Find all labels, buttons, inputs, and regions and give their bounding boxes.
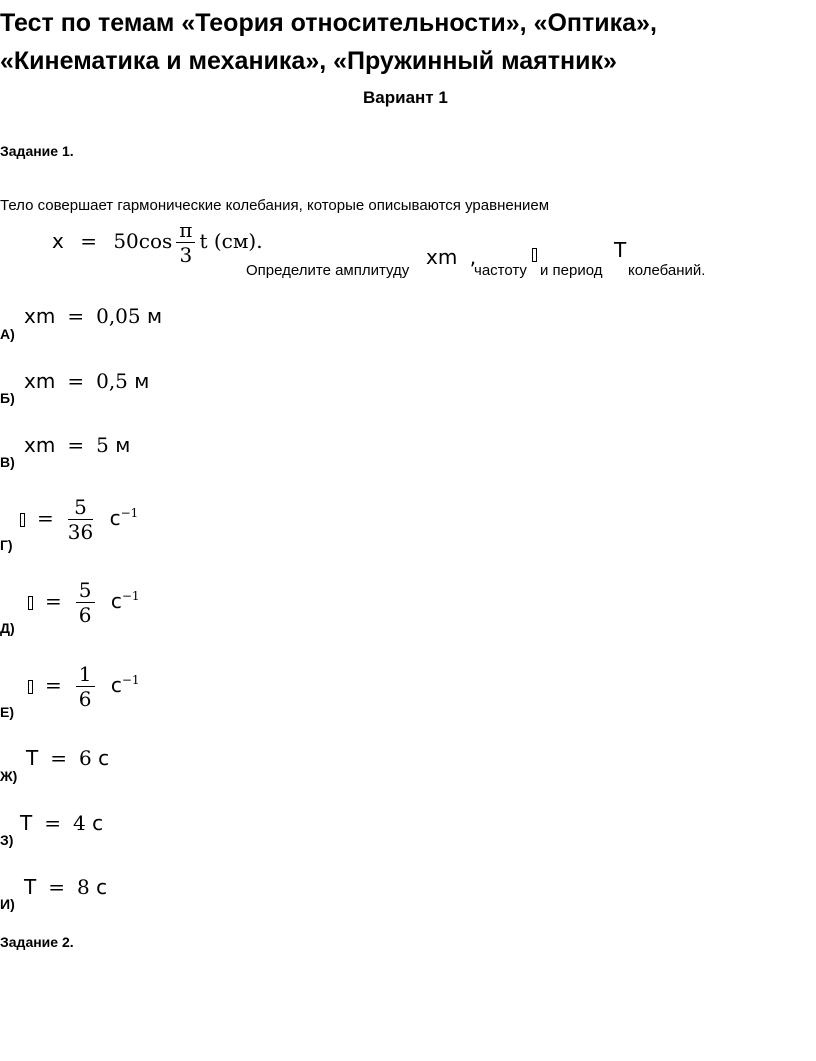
question-end: колебаний. xyxy=(628,262,706,279)
task-2-heading: Задание 2. xyxy=(0,934,74,950)
option-e-unit: c xyxy=(110,589,122,613)
question-comma: , xyxy=(469,245,477,269)
equation-tail: t (см). xyxy=(199,229,263,253)
option-b-label: Б) xyxy=(0,390,15,406)
option-h-formula: T = 4 c xyxy=(20,811,104,835)
option-f-label: Е) xyxy=(0,704,14,720)
question-period: и период xyxy=(540,262,603,279)
option-c-lhs: xm xyxy=(24,433,56,457)
option-i-lhs: T xyxy=(24,875,37,899)
option-d-formula: = $\frac{5}{36}$ $c^{-1}$ xyxy=(20,495,138,544)
option-b-unit: м xyxy=(134,369,150,393)
nu-symbol-icon xyxy=(20,513,25,527)
task-1-equation xyxy=(52,218,263,267)
option-h-lhs: T xyxy=(20,811,33,835)
option-f-denominator: 6 xyxy=(78,687,92,711)
title-line-1: Тест по темам «Теория относительности», «Оптика», xyxy=(0,9,657,37)
question-xm-symbol: xm xyxy=(426,245,458,269)
option-g-lhs: T xyxy=(26,746,39,770)
option-a-value: 0,05 xyxy=(96,304,141,328)
equation-equals: = xyxy=(80,229,97,253)
option-e-label: Д) xyxy=(0,620,15,636)
option-d-fraction xyxy=(68,495,93,544)
option-a-label: А) xyxy=(0,326,15,342)
option-d-denominator: 36 xyxy=(67,520,94,544)
task-1-heading: Задание 1. xyxy=(0,143,74,159)
task-1-intro: Тело совершает гармонические колебания, которые описываются уравнением xyxy=(0,197,550,214)
option-g-label: Ж) xyxy=(0,768,18,784)
option-f-numerator: 1 xyxy=(76,662,95,687)
equation-fraction xyxy=(176,218,195,267)
equation-numerator: π xyxy=(176,218,195,243)
question-define: Определите амплитуду xyxy=(246,262,410,279)
option-d-unit: c xyxy=(109,506,121,530)
option-f-unit: c xyxy=(110,673,122,697)
equation-coefficient: 50cos xyxy=(113,229,173,253)
option-i-label: И) xyxy=(0,896,15,912)
option-d-label: Г) xyxy=(0,537,13,553)
option-f-exponent: −1 xyxy=(121,673,140,687)
option-a-formula: xm = 0,05 м xyxy=(24,304,163,328)
option-i-formula: T = 8 c xyxy=(24,875,108,899)
option-c-label: В) xyxy=(0,454,15,470)
option-e-fraction xyxy=(76,578,95,627)
question-xm xyxy=(426,245,476,269)
option-g-formula: T = 6 c xyxy=(26,746,110,770)
option-c-formula: xm = 5 м xyxy=(24,433,131,457)
option-c-value: 5 xyxy=(96,433,109,457)
option-f-formula: = $\frac{1}{6}$ $c^{-1}$ xyxy=(28,662,140,711)
option-f-fraction xyxy=(76,662,95,711)
option-e-denominator: 6 xyxy=(78,603,92,627)
question-frequency: частоту xyxy=(474,262,527,279)
question-t: T xyxy=(614,238,627,262)
page-title xyxy=(0,4,657,80)
option-d-exponent: −1 xyxy=(120,506,139,520)
option-i-unit: c xyxy=(96,875,108,899)
option-e-exponent: −1 xyxy=(121,589,140,603)
option-e-numerator: 5 xyxy=(76,578,95,603)
variant-heading: Вариант 1 xyxy=(363,88,448,107)
option-a-lhs: xm xyxy=(24,304,56,328)
nu-symbol-icon xyxy=(532,246,539,264)
title-line-2: «Кинематика и механика», «Пружинный маятник» xyxy=(0,47,617,75)
nu-symbol-icon xyxy=(28,596,33,610)
option-h-unit: c xyxy=(92,811,104,835)
option-i-value: 8 xyxy=(76,875,90,899)
nu-symbol-icon xyxy=(28,680,33,694)
option-h-label: З) xyxy=(0,832,14,848)
option-b-value: 0,5 xyxy=(96,369,128,393)
option-g-unit: c xyxy=(98,746,110,770)
option-c-unit: м xyxy=(115,433,131,457)
option-d-numerator: 5 xyxy=(68,495,93,520)
option-b-lhs: xm xyxy=(24,369,56,393)
option-a-unit: м xyxy=(146,304,163,328)
option-b-formula: xm = 0,5 м xyxy=(24,369,150,393)
option-e-formula: = $\frac{5}{6}$ $c^{-1}$ xyxy=(28,578,140,627)
option-h-value: 4 xyxy=(72,811,86,835)
equation-lhs: x xyxy=(52,229,64,253)
option-g-value: 6 xyxy=(78,746,92,770)
equation-denominator: 3 xyxy=(179,243,193,267)
